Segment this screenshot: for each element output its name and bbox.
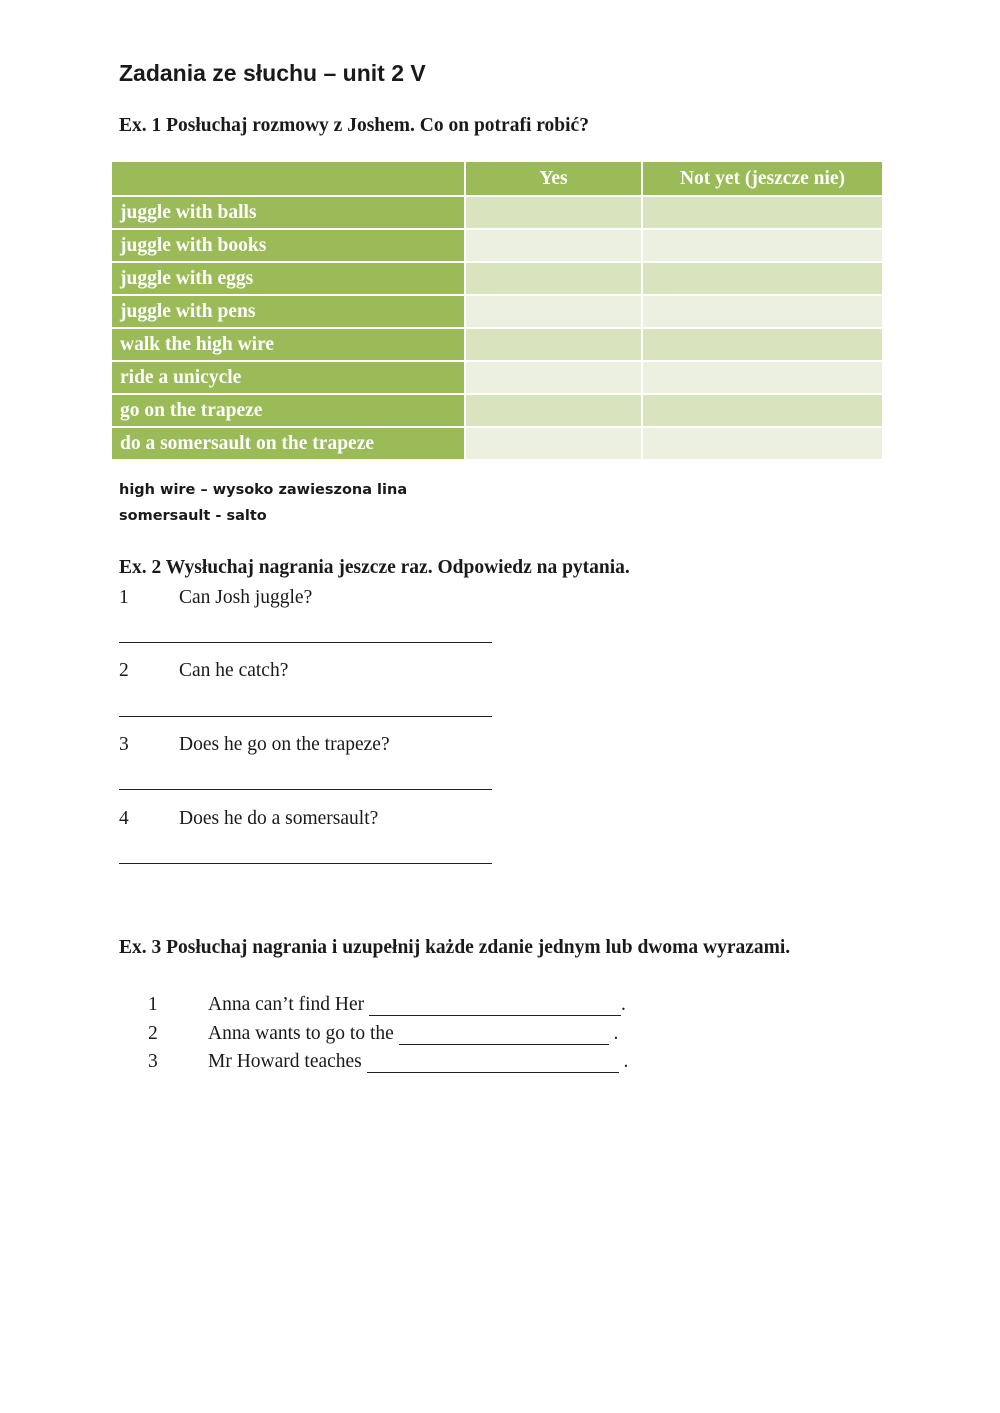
sentence-end: . (618, 1051, 629, 1072)
answer-field-4[interactable] (119, 841, 492, 864)
question-text: Can he catch? (179, 660, 289, 681)
header-not-yet: Not yet (jeszcze nie) (642, 161, 883, 196)
yes-cell[interactable] (465, 262, 642, 295)
table-row (111, 427, 883, 460)
answer-field-2[interactable] (119, 694, 492, 717)
sentence-number: 2 (148, 1023, 158, 1044)
activity-label: ride a unicycle (111, 361, 465, 394)
question-item (119, 734, 390, 756)
question-number: 2 (119, 660, 129, 681)
question-text: Does he do a somersault? (179, 808, 379, 829)
activity-label: juggle with eggs (111, 262, 465, 295)
not-yet-cell[interactable] (642, 328, 883, 361)
activity-label: walk the high wire (111, 328, 465, 361)
sentence-end: . (608, 1023, 619, 1044)
not-yet-cell[interactable] (642, 427, 883, 460)
not-yet-cell[interactable] (642, 295, 883, 328)
activity-label: go on the trapeze (111, 394, 465, 427)
sentence-number: 3 (148, 1051, 158, 1072)
exercise-3-heading: Ex. 3 Posłuchaj nagrania i uzupełnij każde zdanie jednym lub dwoma wyrazami. (119, 937, 791, 958)
yes-cell[interactable] (465, 394, 642, 427)
question-text: Can Josh juggle? (179, 587, 313, 608)
sentence-start: Anna wants to go to the (208, 1023, 399, 1044)
page-title: Zadania ze słuchu – unit 2 V (119, 60, 426, 86)
activity-label: do a somersault on the trapeze (111, 427, 465, 460)
not-yet-cell[interactable] (642, 394, 883, 427)
yes-cell[interactable] (465, 229, 642, 262)
fill-blank-2[interactable] (399, 1024, 609, 1045)
glossary-high-wire: high wire – wysoko zawieszona lina (119, 482, 408, 498)
table-header-row (111, 161, 883, 196)
question-number: 3 (119, 734, 129, 755)
not-yet-cell[interactable] (642, 262, 883, 295)
header-activity (111, 161, 465, 196)
glossary-somersault: somersault - salto (119, 508, 267, 524)
yes-cell[interactable] (465, 328, 642, 361)
sentence-item (148, 1051, 628, 1073)
fill-blank-3[interactable] (367, 1052, 619, 1073)
table-row (111, 196, 883, 229)
answer-field-3[interactable] (119, 767, 492, 790)
sentence-number: 1 (148, 994, 158, 1015)
yes-cell[interactable] (465, 295, 642, 328)
yes-cell[interactable] (465, 196, 642, 229)
not-yet-cell[interactable] (642, 196, 883, 229)
sentence-start: Mr Howard teaches (208, 1051, 367, 1072)
table-row (111, 361, 883, 394)
question-text: Does he go on the trapeze? (179, 734, 390, 755)
question-item (119, 808, 378, 830)
activity-label: juggle with balls (111, 196, 465, 229)
fill-blank-1[interactable] (369, 995, 621, 1016)
answer-field-1[interactable] (119, 620, 492, 643)
exercise-2-heading: Ex. 2 Wysłuchaj nagrania jeszcze raz. Odpowiedz na pytania. (119, 557, 630, 578)
header-yes: Yes (465, 161, 642, 196)
yes-cell[interactable] (465, 427, 642, 460)
activity-label: juggle with pens (111, 295, 465, 328)
sentence-item (148, 994, 626, 1016)
table-row (111, 295, 883, 328)
ability-table (110, 160, 884, 461)
exercise-1-heading: Ex. 1 Posłuchaj rozmowy z Joshem. Co on potrafi robić? (119, 115, 589, 136)
sentence-start: Anna can’t find Her (208, 994, 369, 1015)
table-row (111, 328, 883, 361)
question-item (119, 587, 312, 609)
question-number: 4 (119, 808, 129, 829)
question-item (119, 660, 288, 682)
sentence-end: . (621, 994, 626, 1015)
yes-cell[interactable] (465, 361, 642, 394)
not-yet-cell[interactable] (642, 361, 883, 394)
question-number: 1 (119, 587, 129, 608)
activity-label: juggle with books (111, 229, 465, 262)
table-row (111, 394, 883, 427)
table-row (111, 262, 883, 295)
sentence-item (148, 1023, 618, 1045)
not-yet-cell[interactable] (642, 229, 883, 262)
table-row (111, 229, 883, 262)
